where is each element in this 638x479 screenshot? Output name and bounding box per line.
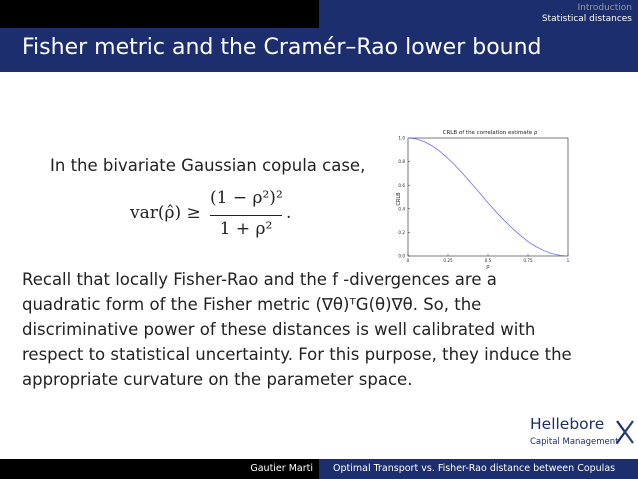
fraction-line: [210, 215, 282, 216]
frame-title: Fisher metric and the Cramér–Rao lower bound: [22, 35, 542, 60]
y-tick-label: 0.6: [398, 182, 405, 188]
crlb-chart: [382, 126, 576, 274]
formula-lhs: var(ρ̂) ≥: [130, 203, 201, 223]
x-tick-label: 0.25: [443, 258, 453, 263]
y-axis-label: CRLB: [396, 192, 402, 206]
x-tick-label: 0.75: [523, 258, 533, 263]
footer-talk-title: Optimal Transport vs. Fisher-Rao distance between Copulas: [333, 463, 616, 474]
x-tick-label: 1: [566, 258, 570, 263]
crlb-series-line: [408, 138, 568, 256]
hellebore-logo: [525, 415, 637, 453]
body-line: Recall that locally Fisher-Rao and the f -divergences are a: [22, 270, 497, 289]
y-tick-label: 0.0: [398, 253, 405, 259]
frame-title-bar: [0, 28, 638, 72]
body-paragraph: [22, 267, 622, 392]
y-tick-label: 0.8: [398, 159, 405, 165]
formula-numerator: (1 − ρ²)²: [210, 188, 283, 208]
chart-title: CRLB of the correlation estimate ρ: [442, 130, 538, 136]
formula-denominator: 1 + ρ²: [219, 219, 273, 239]
body-line: appropriate curvature on the parameter space.: [22, 370, 413, 389]
footer-left: [0, 459, 319, 479]
footer-bar: [0, 459, 638, 479]
intro-text: In the bivariate Gaussian copula case,: [50, 156, 366, 175]
top-nav-right: [319, 0, 638, 28]
x-axis-label: ρ: [486, 264, 490, 270]
x-tick-label: 0: [406, 258, 410, 263]
x-tick-label: 0.5: [484, 258, 492, 263]
y-tick-label: 0.2: [398, 230, 405, 235]
logo-subtitle: Capital Management: [530, 437, 619, 447]
nav-section-current[interactable]: Statistical distances: [541, 14, 632, 24]
plot-frame: [408, 138, 568, 256]
y-tick-label: 1.0: [398, 135, 405, 141]
footer-right: [319, 459, 638, 479]
body-line: discriminative power of these distances is well calibrated with: [22, 320, 536, 339]
formula-period: .: [286, 203, 292, 223]
top-navigation: [0, 0, 638, 28]
body-line: quadratic form of the Fisher metric (∇θ)ᵀG(θ)∇θ. So, the: [22, 295, 482, 314]
logo-name: Hellebore: [530, 415, 605, 433]
body-line: respect to statistical uncertainty. For this purpose, they induce the: [22, 345, 572, 364]
footer-author: Gautier Marti: [250, 463, 313, 474]
top-nav-left: [0, 0, 319, 28]
logo-x-icon: [615, 417, 635, 447]
y-tick-label: 0.4: [398, 206, 405, 212]
x-axis-ticks: [407, 254, 570, 263]
nav-section-introduction[interactable]: Introduction: [577, 3, 632, 13]
